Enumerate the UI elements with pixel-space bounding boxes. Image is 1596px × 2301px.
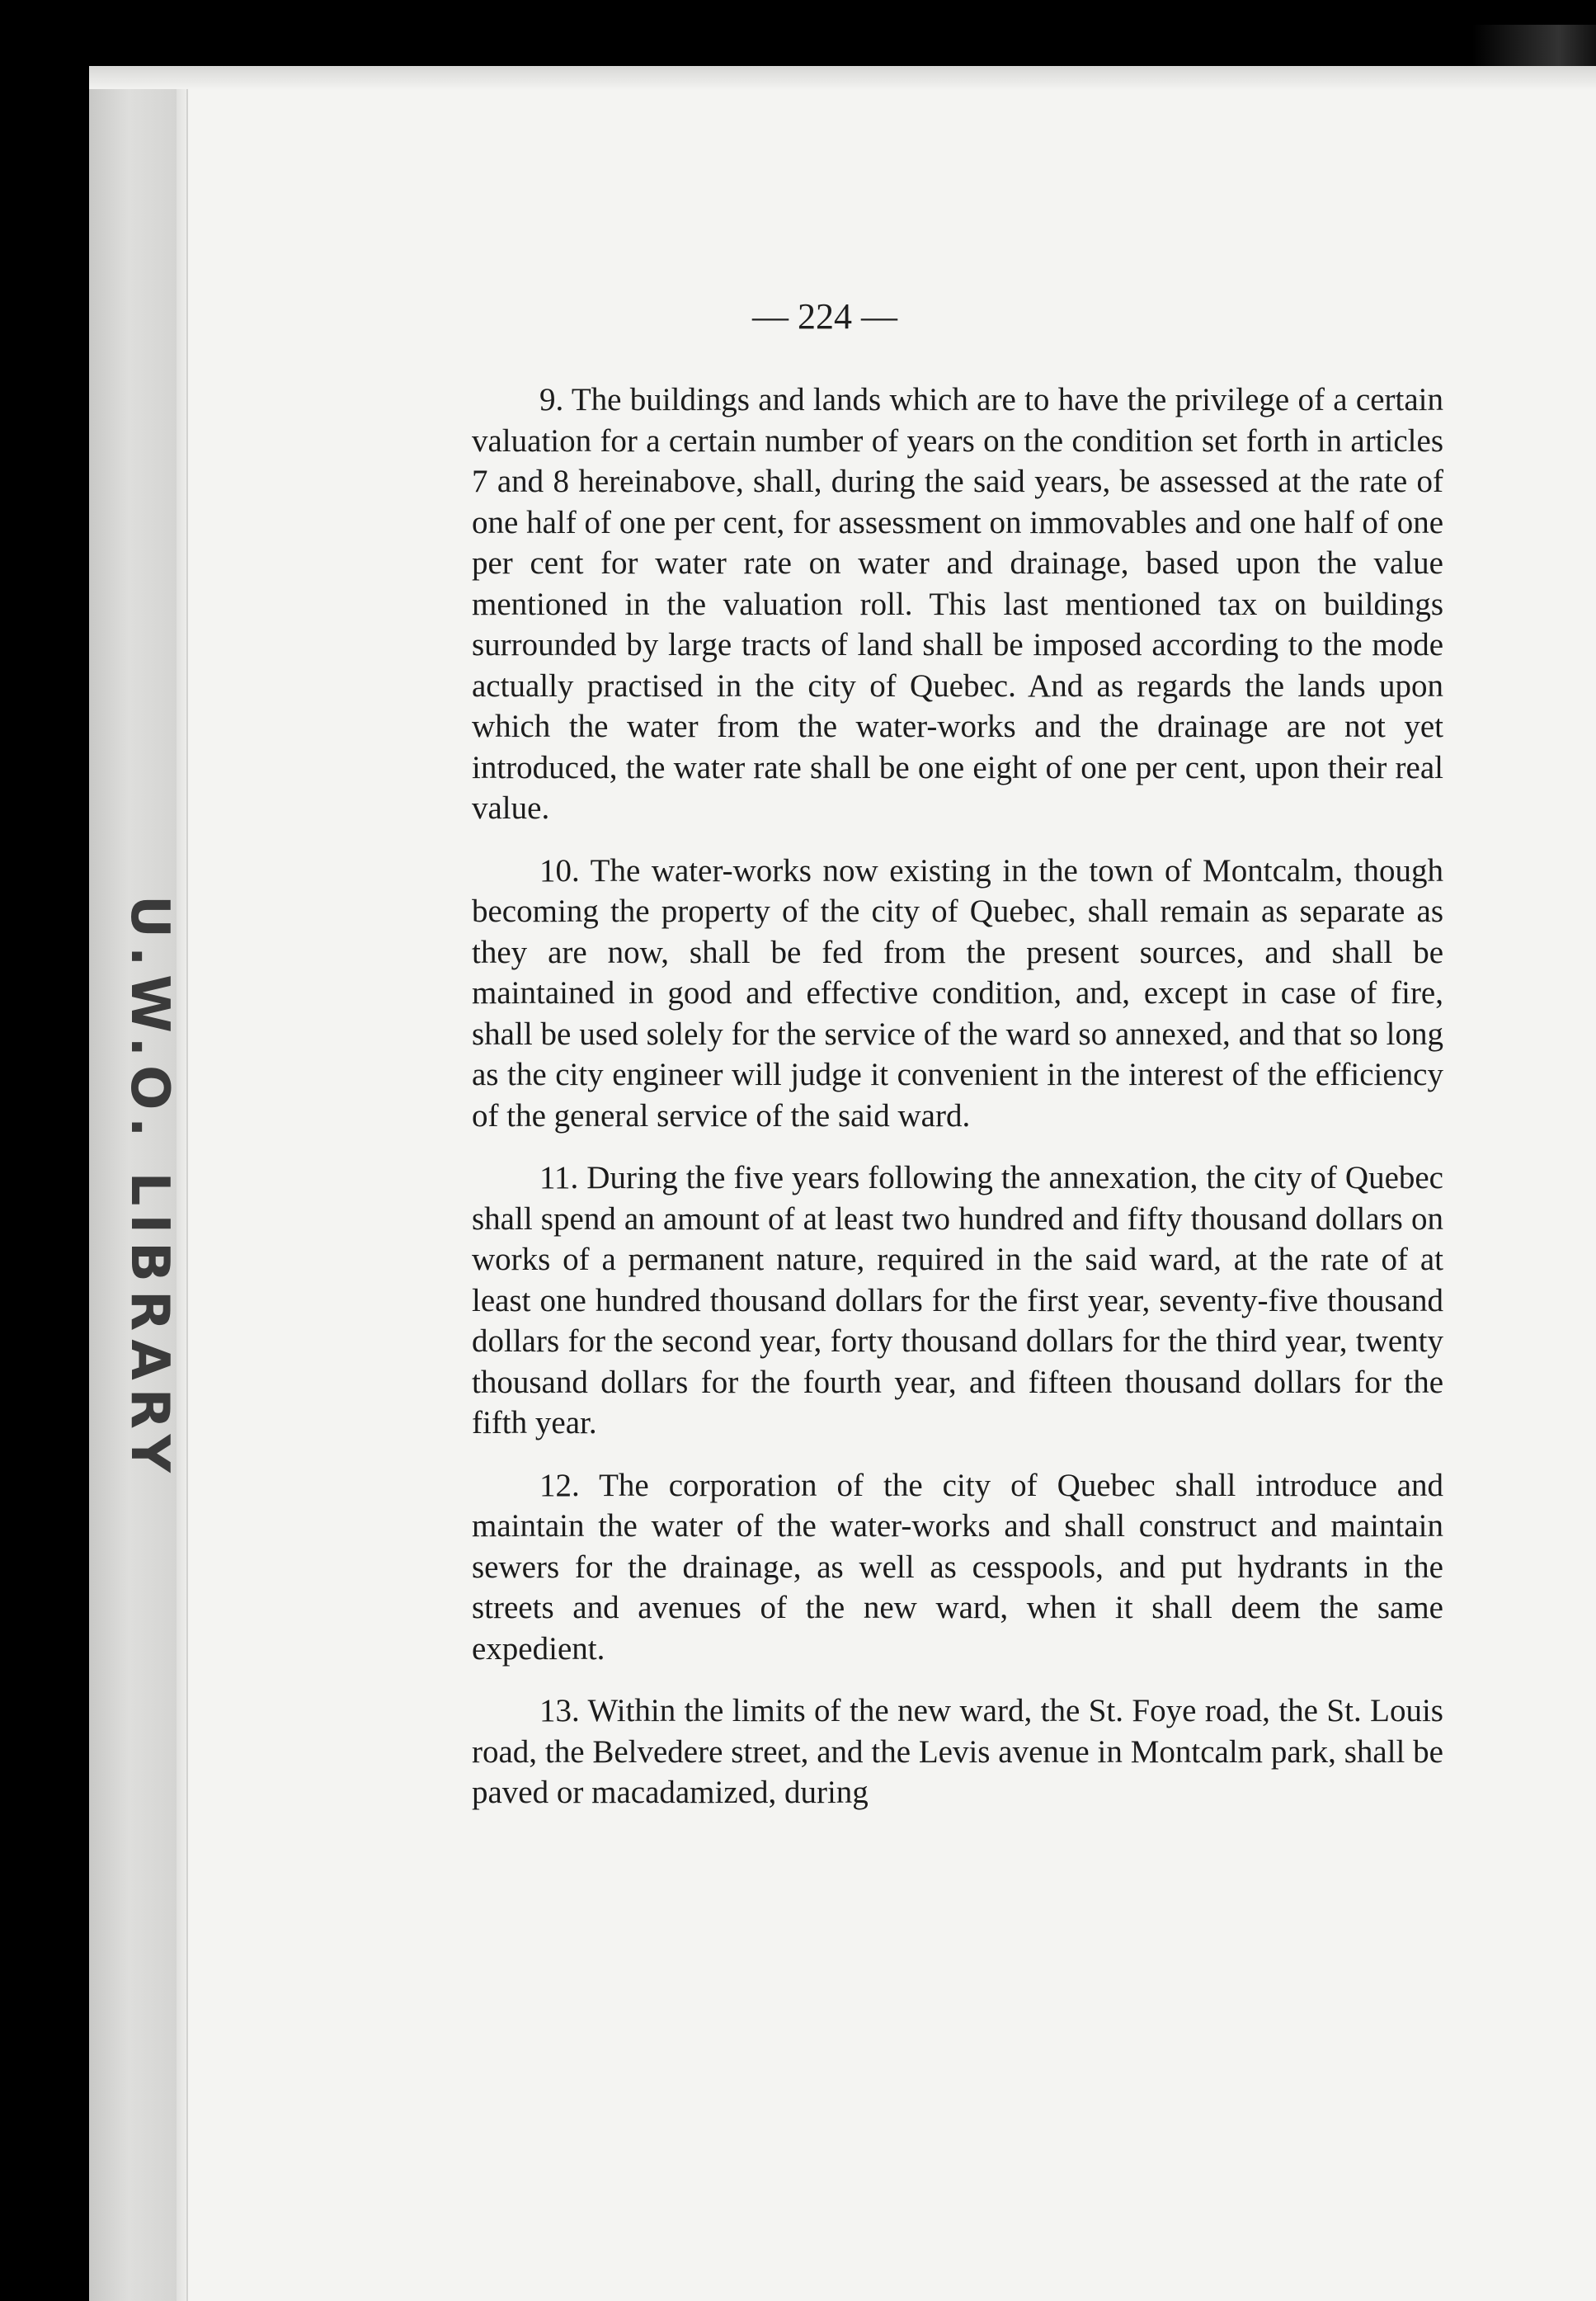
library-stamp-text: U.W.O. LIBRARY (119, 895, 180, 1481)
paragraph-11 (472, 1158, 1443, 1444)
paragraph-text: The water-works now existing in the town of Montcalm, though becoming the property of the city of Quebec, shall remain as separate as they are now, shall be fed from the present sources, and shall be maintained in good and effective condition, and, except in case of fire, shall be used solely for the service of the ward so annexed, and that so long as the city engineer will judge it convenient in the interest of the efficiency of the general service of the said ward. (472, 852, 1444, 1134)
paragraph-text: The corporation of the city of Quebec shall introduce and maintain the water of the water-works and shall construct and maintain sewers for the drainage, as well as cesspools, and put hydrants in the streets and avenues of the new ward, when it shall deem the same expedient. (472, 1467, 1444, 1667)
paragraph-9 (472, 380, 1443, 829)
library-stamp (119, 895, 213, 1481)
scan-edge-noise (1472, 25, 1596, 66)
paragraph-13 (472, 1690, 1443, 1813)
document-body (472, 380, 1443, 1835)
paragraph-text: During the five years following the annexation, the city of Quebec shall spend an amount of at least two hundred and fifty thousand dollars on works of a permanent nature, required in the said ward, at the rate of at least one hundred thousand dollars for the first year, seventy-five thousand dollars for the second year, forty thousand dollars for the third year, twenty thousand dollars for the fourth year, and fifteen thousand dollars for the fifth year. (472, 1160, 1443, 1440)
paragraph-12 (472, 1465, 1443, 1670)
page-number: — 224 — (752, 296, 897, 337)
paragraph-number: 12. (539, 1467, 580, 1503)
paragraph-number: 10. (539, 852, 580, 889)
paragraph-10 (472, 851, 1443, 1137)
paragraph-number: 11. (539, 1160, 579, 1195)
paragraph-number: 13. (539, 1693, 580, 1728)
paragraph-text: The buildings and lands which are to have the privilege of a certain valuation for a certain number of years on the condition set forth in articles 7 and 8 hereinabove, shall, during the said years, be assessed at the rate of one half of one per cent, for assessment on immovables and one half of one per cent for water rate on water and drainage, based upon the value mentioned in the valuation roll. This last mentioned tax on buildings surrounded by large tracts of land shall be imposed according to the mode actually practised in the city of Quebec. And as regards the lands upon which the water from the water-works and the drainage are not yet introduced, the water rate shall be one eight of one per cent, upon their real value. (472, 382, 1444, 826)
paragraph-number: 9. (539, 382, 564, 417)
paragraph-text: Within the limits of the new ward, the St. Foye road, the St. Louis road, the Belvedere street, and the Levis avenue in Montcalm park, shall be paved or macadamized, during (472, 1693, 1443, 1810)
page-top-shadow (89, 66, 1596, 91)
